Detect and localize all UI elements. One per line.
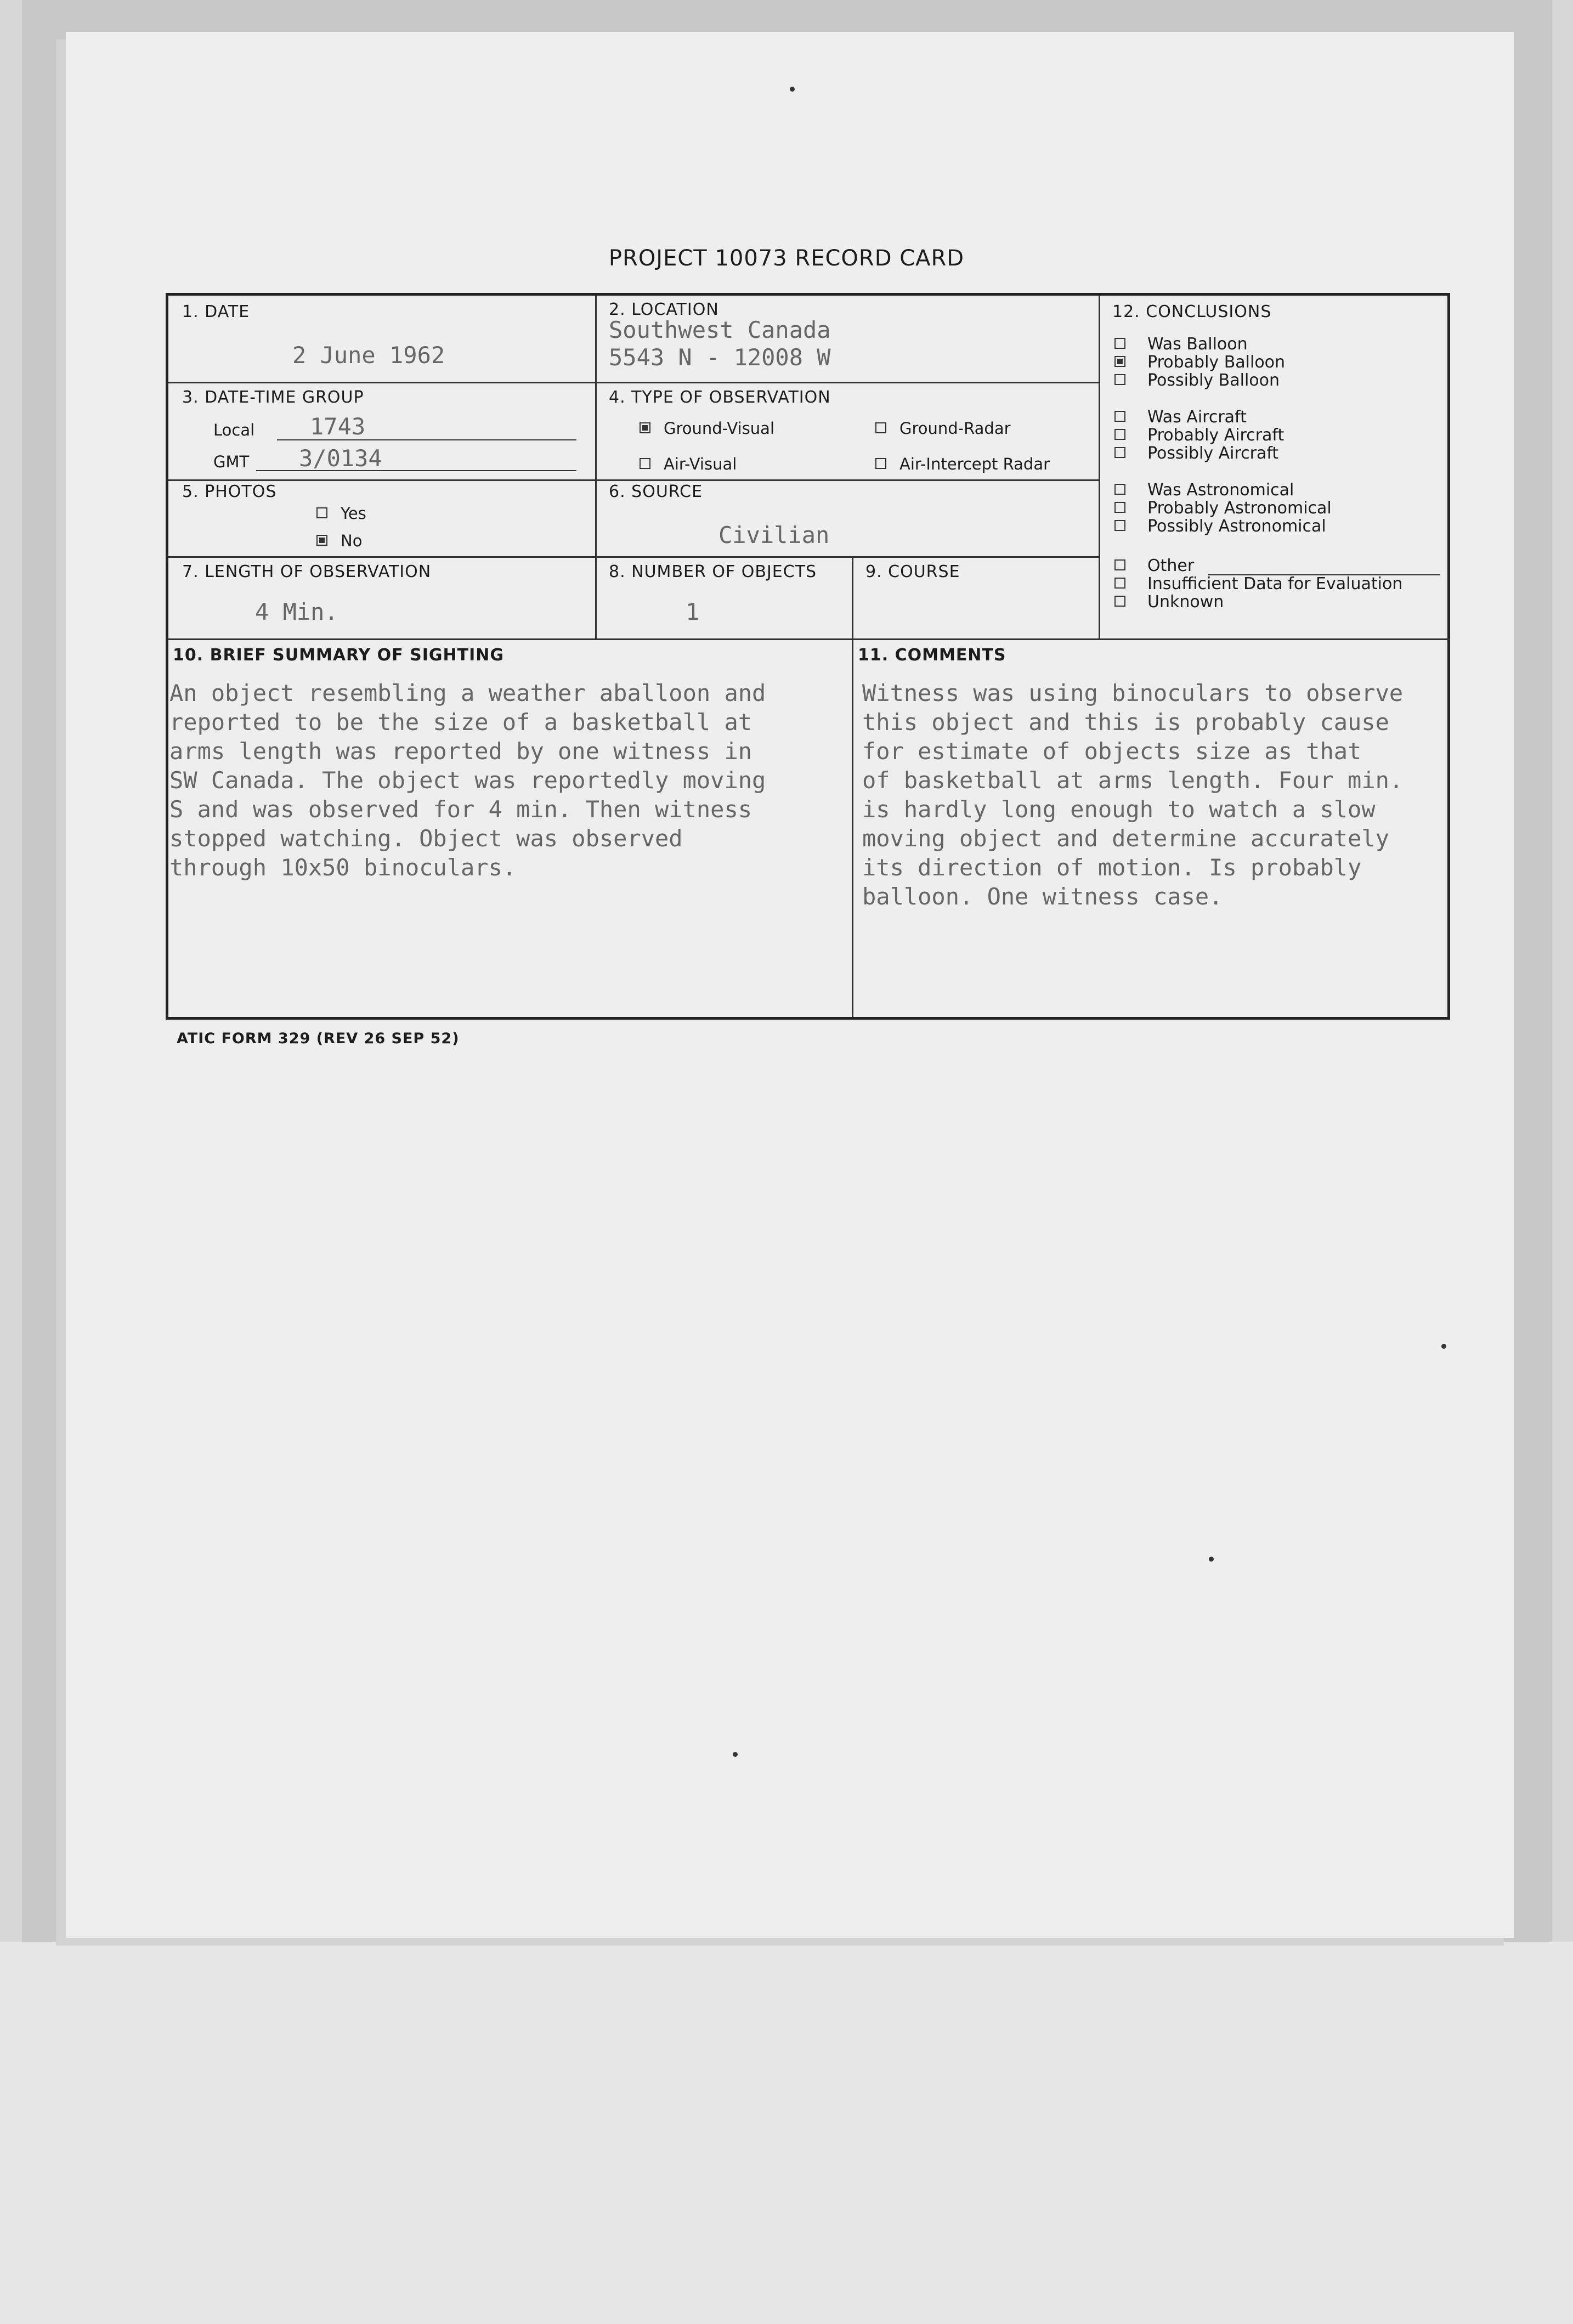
num-objects-label: 8. NUMBER OF OBJECTS	[609, 562, 817, 581]
summary-line: SW Canada. The object was reportedly moving	[169, 767, 766, 794]
comments-line: for estimate of objects size as that	[862, 738, 1362, 765]
photos-label: 5. PHOTOS	[182, 482, 277, 501]
conclusion-insufficient-data[interactable]	[1114, 575, 1402, 593]
conclusion-probably-balloon[interactable]	[1114, 353, 1285, 371]
photos-cell	[168, 479, 595, 556]
record-card	[166, 293, 1450, 1020]
datetime-group-cell	[168, 382, 595, 479]
dust-speck	[733, 1752, 738, 1757]
dust-speck	[790, 87, 795, 92]
checkbox-icon	[875, 422, 886, 433]
dust-speck	[1209, 1557, 1214, 1562]
source-cell	[595, 479, 1099, 556]
checkbox-icon	[316, 507, 327, 518]
num-objects-cell	[595, 556, 852, 638]
checkbox-icon	[1114, 374, 1125, 385]
card-title: PROJECT 10073 RECORD CARD	[608, 246, 965, 271]
summary-line: arms length was reported by one witness in	[169, 738, 752, 765]
num-objects-value: 1	[686, 598, 700, 625]
course-label: 9. COURSE	[865, 562, 960, 581]
location-cell	[595, 296, 1099, 382]
conclusion-other[interactable]	[1114, 557, 1194, 575]
photos-yes-option[interactable]	[316, 504, 366, 523]
option-label: Ground-Radar	[899, 419, 1011, 438]
option-label: Possibly Balloon	[1147, 371, 1280, 390]
option-ground-radar[interactable]	[875, 419, 1011, 438]
checkbox-icon	[1114, 484, 1125, 495]
checkbox-icon	[1114, 559, 1125, 570]
option-label: Insufficient Data for Evaluation	[1147, 574, 1403, 593]
date-cell	[168, 296, 595, 382]
comments-line: this object and this is probably cause	[862, 709, 1389, 736]
summary-line: through 10x50 binoculars.	[169, 854, 517, 881]
checkbox-icon	[1114, 429, 1125, 440]
checkbox-icon	[1114, 520, 1125, 531]
dust-speck	[1441, 1344, 1446, 1349]
comments-line: of basketball at arms length. Four min.	[862, 767, 1404, 794]
conclusion-was-aircraft[interactable]	[1114, 408, 1247, 426]
option-label: Yes	[341, 504, 366, 523]
option-label: No	[341, 531, 363, 550]
checkbox-icon	[316, 535, 327, 546]
option-ground-visual[interactable]	[640, 419, 774, 438]
date-value: 2 June 1962	[292, 342, 445, 369]
comments-line: balloon. One witness case.	[862, 883, 1223, 910]
option-label: Probably Astronomical	[1147, 499, 1332, 518]
checkbox-icon	[1114, 356, 1125, 367]
course-cell	[852, 556, 1099, 638]
checkbox-icon	[875, 458, 886, 469]
comments-label: 11. COMMENTS	[858, 646, 1006, 665]
option-label: Possibly Astronomical	[1147, 517, 1326, 536]
conclusion-probably-astronomical[interactable]	[1114, 499, 1332, 517]
date-label: 1. DATE	[182, 302, 250, 321]
option-label: Was Astronomical	[1147, 480, 1294, 500]
checkbox-icon	[640, 422, 650, 433]
comments-line: its direction of motion. Is probably	[862, 854, 1362, 881]
checkbox-icon	[1114, 596, 1125, 607]
option-label: Probably Aircraft	[1147, 426, 1285, 445]
comments-cell	[852, 638, 1450, 1017]
location-line2: 5543 N - 12008 W	[609, 344, 831, 371]
summary-line: reported to be the size of a basketball at	[169, 709, 752, 736]
conclusion-was-balloon[interactable]	[1114, 335, 1248, 353]
comments-line: Witness was using binoculars to observe	[862, 680, 1404, 706]
option-label: Possibly Aircraft	[1147, 444, 1279, 463]
source-value: Civilian	[718, 522, 830, 549]
observation-type-label: 4. TYPE OF OBSERVATION	[609, 388, 831, 407]
length-label: 7. LENGTH OF OBSERVATION	[182, 562, 432, 581]
option-label: Probably Balloon	[1147, 353, 1286, 372]
conclusion-possibly-aircraft[interactable]	[1114, 444, 1278, 462]
checkbox-icon	[1114, 502, 1125, 513]
datetime-group-label: 3. DATE-TIME GROUP	[182, 388, 364, 407]
option-label: Was Balloon	[1147, 335, 1248, 354]
photos-no-option[interactable]	[316, 531, 362, 550]
conclusions-label: 12. CONCLUSIONS	[1112, 302, 1272, 321]
checkbox-icon	[1114, 578, 1125, 589]
conclusion-unknown[interactable]	[1114, 593, 1224, 611]
summary-label: 10. BRIEF SUMMARY OF SIGHTING	[173, 646, 504, 665]
checkbox-icon	[1114, 411, 1125, 422]
option-label: Other	[1147, 556, 1195, 575]
summary-line: stopped watching. Object was observed	[169, 825, 683, 852]
conclusion-possibly-astronomical[interactable]	[1114, 517, 1326, 535]
option-label: Air-Intercept Radar	[899, 455, 1050, 473]
source-label: 6. SOURCE	[609, 482, 703, 501]
form-footer: ATIC FORM 329 (REV 26 SEP 52)	[177, 1030, 460, 1047]
conclusion-possibly-balloon[interactable]	[1114, 371, 1280, 389]
conclusions-cell	[1099, 296, 1450, 638]
checkbox-icon	[1114, 338, 1125, 349]
summary-line: S and was observed for 4 min. Then witness	[169, 796, 752, 823]
option-label: Was Aircraft	[1147, 408, 1247, 427]
gmt-label: GMT	[213, 453, 250, 471]
option-air-intercept-radar[interactable]	[875, 455, 1050, 473]
option-label: Air-Visual	[664, 455, 737, 473]
length-value: 4 Min.	[255, 598, 338, 625]
local-label: Local	[213, 421, 255, 439]
conclusion-was-astronomical[interactable]	[1114, 481, 1294, 499]
observation-type-cell	[595, 382, 1099, 479]
location-line1: Southwest Canada	[609, 316, 831, 343]
summary-text	[169, 678, 766, 882]
option-air-visual[interactable]	[640, 455, 737, 473]
comments-text	[862, 678, 1403, 911]
conclusion-probably-aircraft[interactable]	[1114, 426, 1284, 444]
option-label: Unknown	[1147, 592, 1224, 612]
length-cell	[168, 556, 595, 638]
summary-line: An object resembling a weather aballoon and	[169, 680, 766, 706]
comments-line: is hardly long enough to watch a slow	[862, 796, 1376, 823]
scan-lower-band	[0, 1942, 1573, 2324]
summary-cell	[168, 638, 852, 1017]
location-label: 2. LOCATION	[609, 300, 719, 319]
checkbox-icon	[640, 458, 650, 469]
option-label: Ground-Visual	[664, 419, 775, 438]
comments-line: moving object and determine accurately	[862, 825, 1389, 852]
gmt-value: 3/0134	[299, 445, 382, 472]
local-value: 1743	[310, 413, 366, 440]
checkbox-icon	[1114, 447, 1125, 458]
